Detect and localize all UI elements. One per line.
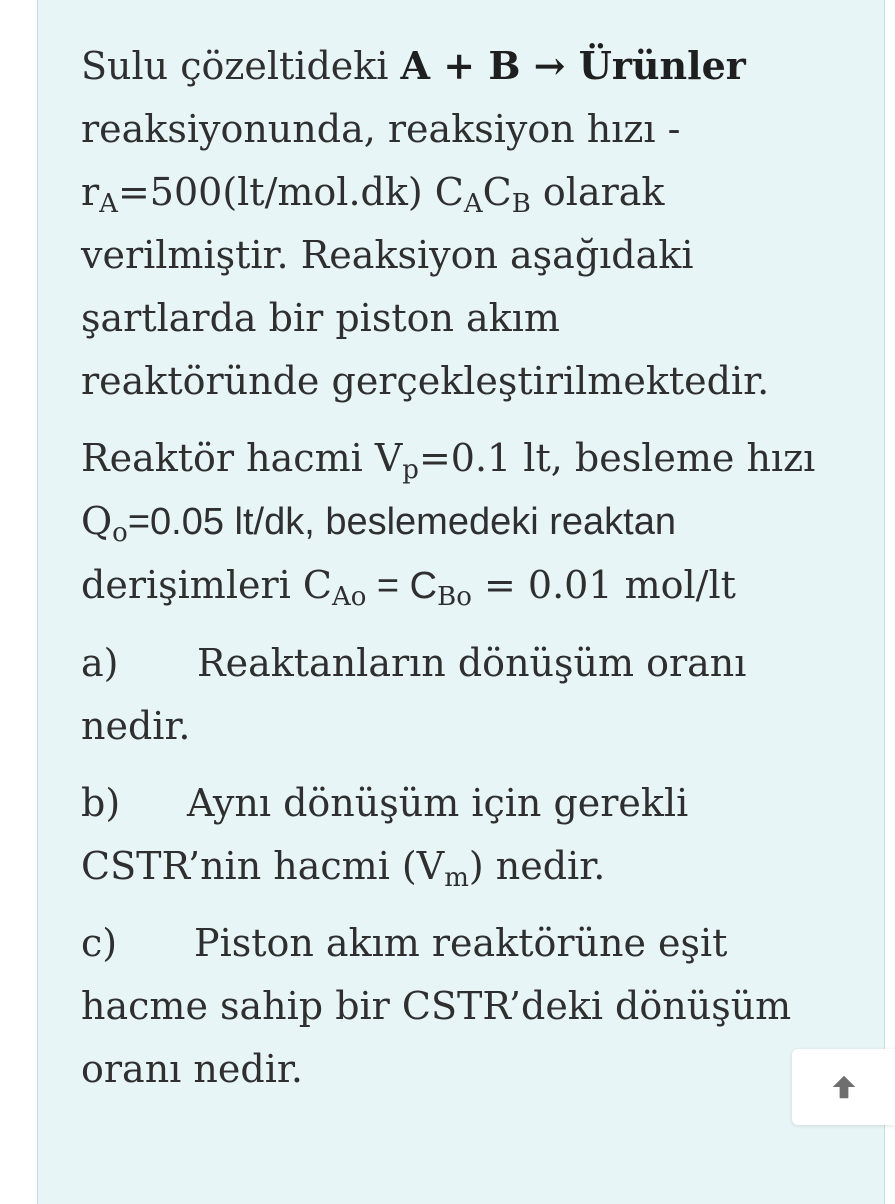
part-c-label: c) (81, 921, 118, 965)
part-b (81, 772, 841, 898)
part-b-label: b) (81, 781, 121, 825)
part-a (81, 632, 841, 758)
conditions-paragraph (81, 427, 841, 618)
part-c (81, 912, 841, 1101)
scroll-to-top-button[interactable] (792, 1049, 895, 1125)
reaction-equation: A + B → Ürünler (400, 43, 746, 88)
question-card (37, 0, 885, 1204)
feed-concentrations: derişimleri $C_{Ao} = C_{Bo} = 0.01$ mol/lt (81, 563, 736, 612)
intro-line-6: reaktöründe gerçekleştirilmektedir. (81, 359, 770, 403)
part-b-cont: CSTR’nin hacmi $(V_m)$ nedir. (81, 844, 606, 893)
feed-rate: $Q_o=0.05$ lt/dk, beslemedeki reaktan (81, 499, 676, 548)
arrow-up-icon (829, 1072, 859, 1102)
intro-line-2: reaksiyonunda, reaksiyon hızı - (81, 107, 681, 151)
question-text (81, 34, 841, 1101)
part-b-text: Aynı dönüşüm için gerekli (187, 781, 689, 825)
intro-line-4: verilmiştir. Reaksiyon aşağıdaki (81, 233, 694, 277)
part-a-cont: nedir. (81, 704, 191, 748)
intro-paragraph (81, 34, 841, 413)
part-a-text: Reaktanların dönüşüm oranı (197, 641, 747, 685)
part-c-text: Piston akım reaktörüne eşit (194, 921, 728, 965)
part-c-cont-1: hacme sahip bir CSTR’deki dönüşüm (81, 984, 792, 1028)
part-c-cont-2: oranı nedir. (81, 1047, 303, 1091)
intro-line-1: Sulu çözeltideki A + B → Ürünler (81, 43, 746, 88)
intro-line-5: şartlarda bir piston akım (81, 296, 560, 340)
part-a-label: a) (81, 641, 119, 685)
reactor-volume: Reaktör hacmi $V_p=0.1$ lt, besleme hızı (81, 436, 816, 485)
rate-expression: $r_A=500(lt/mol.dk)$ $C_AC_B$ olarak (81, 170, 665, 219)
